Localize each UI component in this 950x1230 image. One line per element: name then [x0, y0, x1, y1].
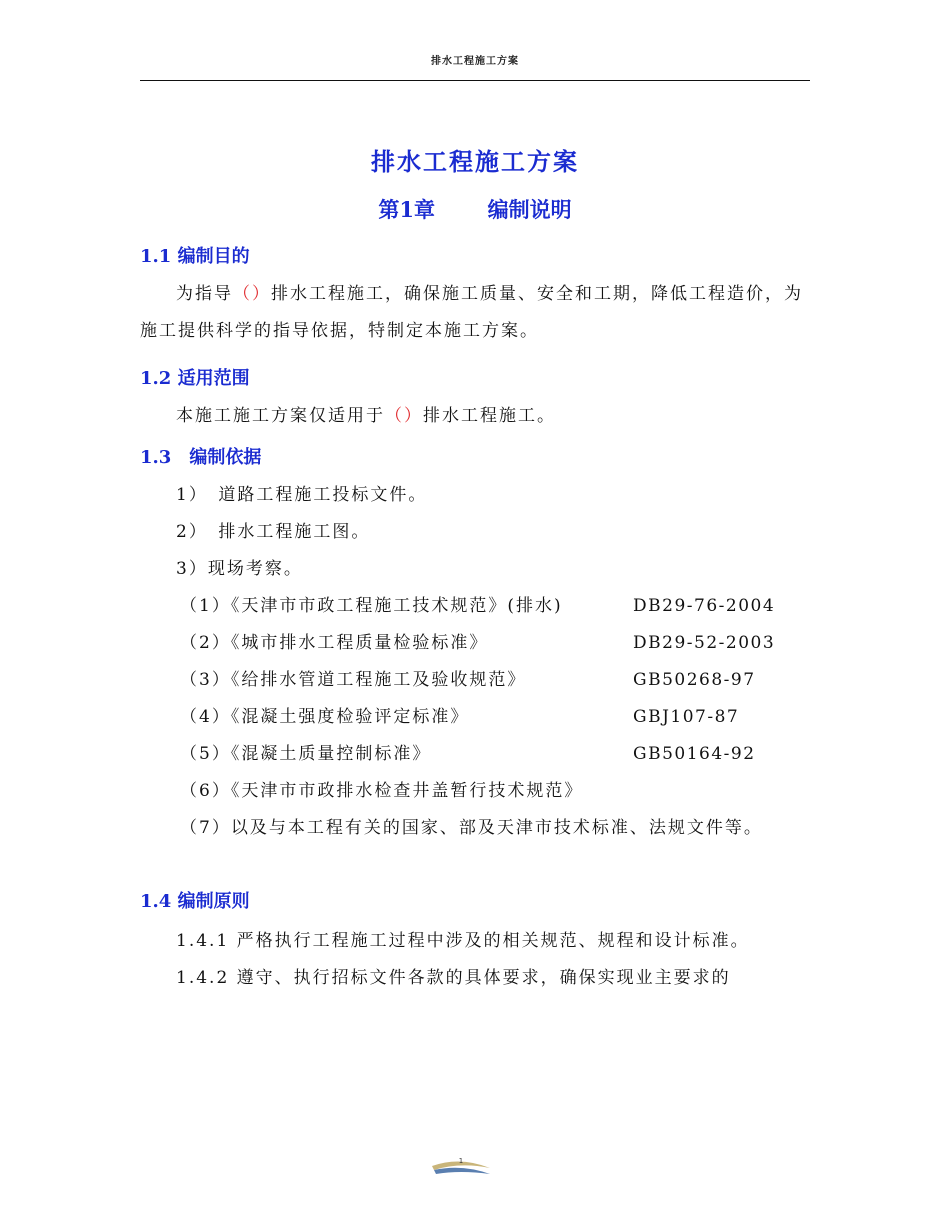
section-1-3-heading: 1.3 编制依据	[140, 447, 262, 468]
chapter-label: 第1章	[378, 197, 435, 222]
section-1-1-heading: 1.1 编制目的	[140, 246, 250, 267]
standards-note: （7）以及与本工程有关的国家、部及天津市技术标准、法规文件等。	[180, 818, 763, 838]
chapter-title: 编制说明	[487, 197, 572, 222]
header-rule	[140, 80, 810, 81]
principle-1-4-2: 1.4.2 遵守、执行招标文件各款的具体要求，确保实现业主要求的	[176, 968, 731, 988]
standard-name: （5）《混凝土质量控制标准》	[180, 744, 432, 764]
standard-code: DB29-52-2003	[633, 633, 776, 653]
text-before: 为指导	[176, 284, 233, 304]
section-1-1-paragraph	[140, 276, 810, 350]
standard-code: GB50268-97	[633, 670, 756, 690]
standard-row	[140, 625, 810, 662]
principle-1-4-1: 1.4.1 严格执行工程施工过程中涉及的相关规范、规程和设计标准。	[176, 931, 750, 951]
section-1-2-heading: 1.2 适用范围	[140, 368, 250, 389]
standard-name: （4）《混凝土强度检验评定标准》	[180, 707, 470, 727]
standard-name: （3）《给排水管道工程施工及验收规范》	[180, 670, 527, 690]
standard-code: DB29-76-2004	[633, 596, 776, 616]
running-header: 排水工程施工方案	[431, 56, 519, 67]
document-body	[140, 128, 810, 997]
basis-item: 2） 排水工程施工图。	[176, 522, 371, 542]
standard-name: （2）《城市排水工程质量检验标准》	[180, 633, 489, 653]
standard-row	[140, 662, 810, 699]
standard-row	[140, 736, 810, 773]
text-before: 本施工施工方案仅适用于	[176, 406, 385, 426]
standard-row	[140, 588, 810, 625]
standards-list	[140, 588, 810, 810]
section-1-4-heading: 1.4 编制原则	[140, 891, 250, 912]
project-name-placeholder: （）	[233, 284, 271, 304]
standard-row	[140, 699, 810, 736]
project-name-placeholder: （）	[385, 406, 423, 426]
text-after: 排水工程施工。	[423, 406, 556, 426]
footer-swoosh-logo	[430, 1154, 492, 1178]
standard-name: （1）《天津市市政工程施工技术规范》(排水)	[180, 596, 563, 616]
section-1-2-paragraph	[140, 398, 810, 435]
document-title: 排水工程施工方案	[371, 147, 579, 176]
standard-code: GBJ107-87	[633, 707, 740, 727]
page-number: 1	[458, 1157, 464, 1165]
standard-row: （6）《天津市市政排水检查井盖暂行技术规范》	[180, 781, 584, 801]
swoosh-blue	[434, 1168, 490, 1174]
basis-list	[140, 477, 810, 588]
chapter-heading	[140, 194, 810, 228]
basis-item: 3）现场考察。	[176, 559, 303, 579]
text-after: 排水工程施工，确保施工质量、安全和工期，降低工程造价，为施工提供科学的指导依据，特制定本施工方案。	[140, 284, 803, 341]
standard-code: GB50164-92	[633, 744, 756, 764]
basis-item: 1） 道路工程施工投标文件。	[176, 485, 428, 505]
